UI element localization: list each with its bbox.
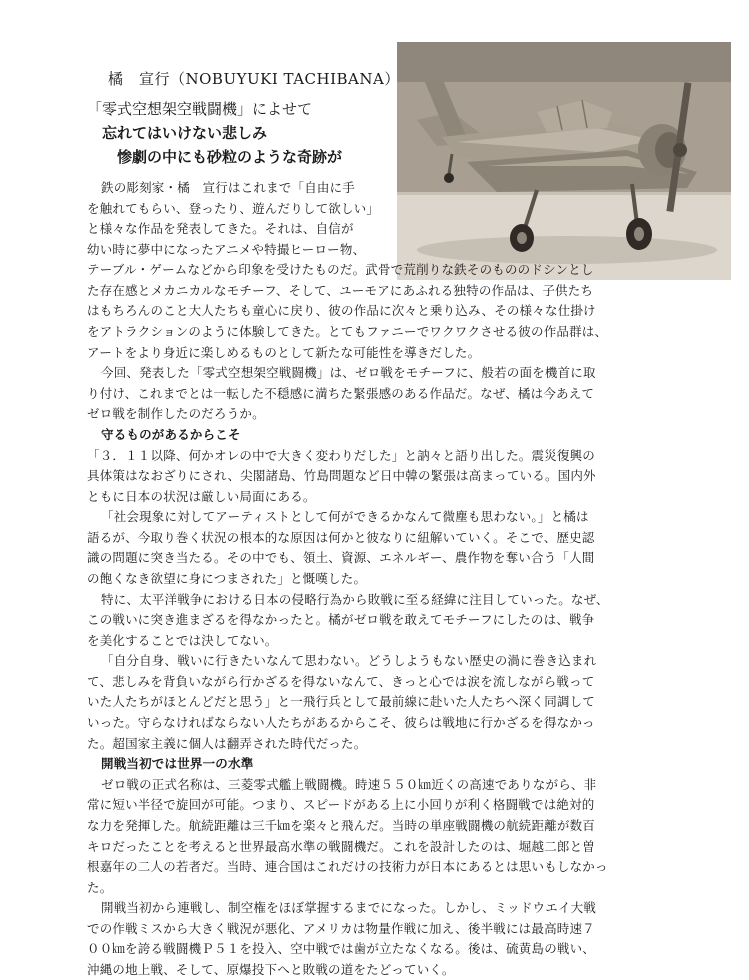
body-line: 「３．１１以降、何かオレの中で大きく変わりだした」と訥々と語り出した。震災復興の	[87, 448, 596, 463]
body-line: いた人たちがほとんどだと思う」と一飛行兵として最前線に赴いた人たちへ深く同調して	[87, 694, 596, 709]
body-line: た。	[87, 880, 113, 895]
body-line: ００㎞を誇る戦闘機Ｐ５１を投入、空中戦では歯が立たなくなる。後は、硫黄島の戦い、	[87, 941, 596, 956]
body-line: 「自分自身、戦いに行きたいなんて思わない。どうしようもない歴史の渦に巻き込まれ	[101, 653, 597, 668]
body-line: て、悲しみを背負いながら行かざるを得ないなんて、きっと心では涙を流しながら戦って	[87, 674, 595, 689]
body-line: ともに日本の状況は厳しい局面にある。	[87, 489, 316, 504]
subtitle-work: 「零式空想架空戦闘機」によせて	[87, 100, 313, 118]
body-line: 具体策はなおざりにされ、尖閣諸島、竹島問題など日中韓の緊張は高まっている。国内外	[87, 468, 596, 483]
body-line: キロだったことを考えると世界最高水準の戦闘機だ。これを設計したのは、堀越二郎と曽	[87, 839, 596, 854]
body-line: た存在感とメカニカルなモチーフ、そして、ユーモアにあふれる独特の作品は、子供たち	[87, 283, 594, 298]
body-line: 沖縄の地上戦、そして、原爆投下へと敗戦の道をたどっていく。	[87, 962, 455, 977]
body-line: た。超国家主義に個人は翻弄された時代だった。	[87, 736, 367, 751]
body-line: を美化することでは決してない。	[87, 633, 278, 648]
subtitle-sorrow: 忘れてはいけない悲しみ	[102, 124, 268, 142]
body-line: ゼロ戦の正式名称は、三菱零式艦上戦闘機。時速５５０㎞近くの高速でありながら、非	[101, 777, 597, 792]
body-line: の飽くなき欲望に身につまされた」と慨嘆した。	[87, 571, 367, 586]
body-line: を触れてもらい、登ったり、遊んだりして欲しい」	[87, 201, 380, 216]
body-line: はもちろんのこと大人たちも童心に戻り、彼の作品に次々と乗り込み、その様々な仕掛け	[87, 303, 596, 318]
body-line: な力を発揮した。航続距離は三千㎞を楽々と飛んだ。当時の単座戦闘機の航続距離が数百	[87, 818, 596, 833]
body-line: この戦いに突き進まざるを得なかったと。橘がゼロ戦を敢えてモチーフにしたのは、戦争	[87, 612, 595, 627]
body-line: 識の問題に突き当たる。その中でも、領土、資源、エネルギー、農作物を奪い合う「人間	[87, 550, 595, 565]
body-line: 特に、太平洋戦争における日本の侵略行為から敗戦に至る経緯に注目していった。なぜ、	[101, 592, 609, 607]
airplane-sculpture-image	[397, 42, 731, 280]
body-line: 鉄の彫刻家・橘 宣行はこれまで「自由に手	[101, 180, 356, 195]
body-line: いった。守らなければならない人たちがあるからこそ、彼らは戦地に行かざるを得なかっ	[87, 715, 595, 730]
body-line: 語るが、今取り巻く状況の根本的な原因は何かと彼なりに紐解いていく。そこで、歴史認	[87, 530, 595, 545]
body-line: 根嘉年の二人の若者だ。当時、連合国はこれだけの技術力が日本にあるとは思いもしなかっ	[87, 859, 608, 874]
subtitle-miracle: 惨劇の中にも砂粒のような奇跡が	[117, 148, 343, 166]
author-name: 橘 宣行（NOBUYUKI TACHIBANA）	[108, 70, 400, 88]
section-heading: 開戦当初では世界一の水準	[101, 756, 254, 771]
body-line: 常に短い半径で旋回が可能。つまり、スピードがある上に小回りが利く格闘戦では絶対的	[87, 797, 595, 812]
body-line: 今回、発表した「零式空想架空戦闘機」は、ゼロ戦をモチーフに、般若の面を機首に取	[101, 365, 596, 380]
zero-fighter-sculpture-photo	[397, 42, 731, 280]
body-line: と様々な作品を発表してきた。それは、自信が	[87, 221, 354, 236]
section-heading: 守るものがあるからこそ	[101, 427, 241, 442]
body-line: り付け、これまでとは一転した不穏感に満ちた緊張感のある作品だ。なぜ、橘は今あえて	[87, 386, 595, 401]
body-line: 開戦当初から連戦し、制空権をほぼ掌握するまでになった。しかし、ミッドウエイ大戦	[101, 900, 597, 915]
body-line: 幼い時に夢中になったアニメや特撮ヒーロー物、	[87, 242, 366, 257]
body-line: ゼロ戦を制作したのだろうか。	[87, 406, 265, 421]
body-line: での作戦ミスから大きく戦況が悪化、アメリカは物量作戦に加え、後半戦には最高時速７	[87, 921, 595, 936]
body-line: をアトラクションのように体験してきた。とてもファニーでワクワクさせる彼の作品群は、	[87, 324, 608, 339]
body-line: 「社会現象に対してアーティストとして何ができるかなんて微塵も思わない。」と橘は	[101, 509, 589, 524]
body-line: テーブル・ゲームなどから印象を受けたものだ。武骨で荒削りな鉄そのもののドシンとし	[87, 262, 594, 277]
body-line: アートをより身近に楽しめるものとして新たな可能性を導きだした。	[87, 345, 481, 360]
